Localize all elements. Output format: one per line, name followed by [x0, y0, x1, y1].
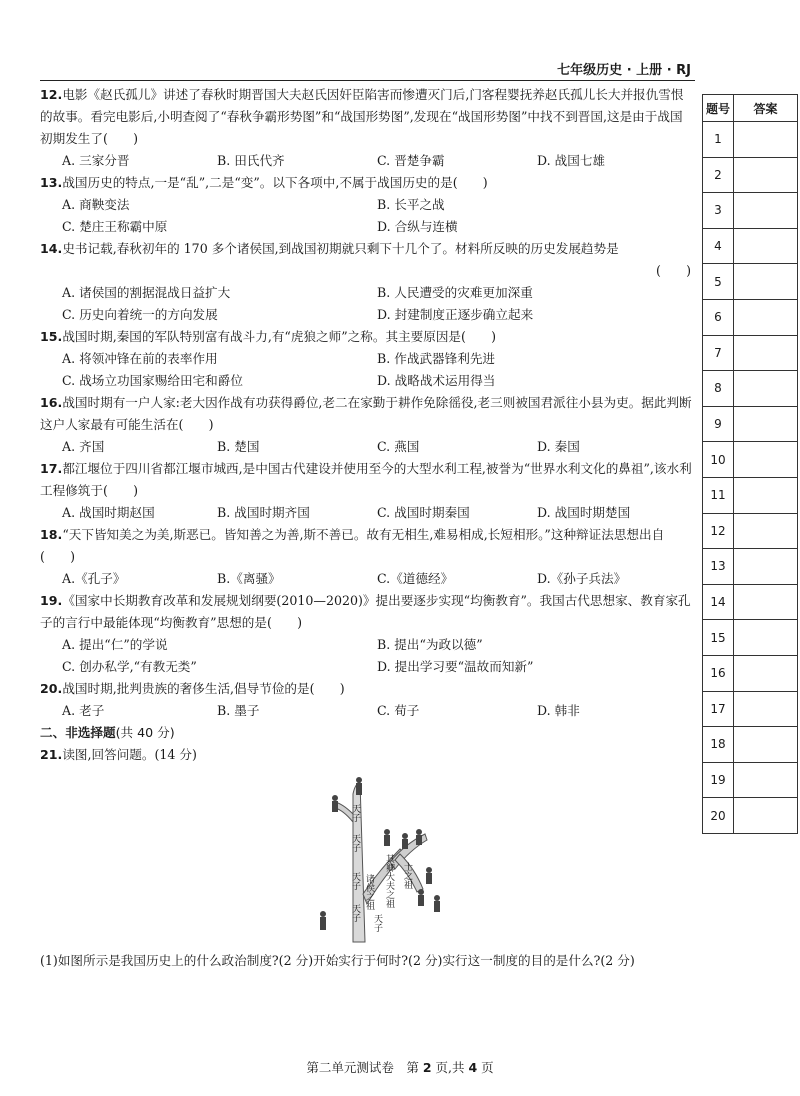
enfeoffment-tree-figure — [305, 774, 445, 944]
question-18 — [40, 524, 695, 590]
row-number: 17 — [703, 691, 734, 727]
question-stem: 战国历史的特点,一是“乱”,二是“变”。以下各项中,不属于战国历史的是( ) — [62, 175, 488, 190]
row-number: 19 — [703, 762, 734, 798]
question-number: 15. — [40, 329, 63, 344]
option-b: B. 提出“为政以德” — [377, 637, 483, 652]
footer-prefix: 第二单元测试卷 第 — [306, 1060, 423, 1075]
option-d: D. 提出学习要“温故而知新” — [377, 659, 534, 674]
option-c: C. 楚庄王称霸中原 — [62, 219, 168, 234]
question-stem: 战国时期,批判贵族的奢侈生活,倡导节俭的是( ) — [62, 681, 345, 696]
answer-cell[interactable] — [734, 477, 798, 513]
course-label: 七年级历史 · 上册 · RJ — [557, 63, 691, 78]
option-d: D. 合纵与连横 — [377, 219, 458, 234]
answer-cell[interactable] — [734, 513, 798, 549]
question-stem: “天下皆知美之为美,斯恶已。皆知善之为善,斯不善已。故有无相生,难易相成,长短相形。”这种辩证法思想出自( ) — [40, 527, 665, 564]
option-a: A. 诸侯国的割据混战日益扩大 — [62, 285, 231, 300]
table-row — [703, 727, 798, 763]
row-number: 12 — [703, 513, 734, 549]
row-number: 13 — [703, 549, 734, 585]
tree-illustration — [305, 774, 445, 944]
row-number: 2 — [703, 157, 734, 193]
table-row — [703, 549, 798, 585]
answer-cell[interactable] — [734, 584, 798, 620]
option-b: B. 楚国 — [217, 439, 260, 454]
question-stem: 《国家中长期教育改革和发展规划纲要(2010—2020)》提出要逐步实现“均衡教育”。我国古代思想家、教育家孔子的言行中最能体现“均衡教育”思想的是( ) — [40, 593, 691, 630]
row-number: 10 — [703, 442, 734, 478]
option-d: D. 封建制度正逐步确立起来 — [377, 307, 534, 322]
row-number: 6 — [703, 299, 734, 335]
answer-cell[interactable] — [734, 442, 798, 478]
option-b: B. 墨子 — [217, 703, 260, 718]
option-c: C. 战国时期秦国 — [377, 505, 470, 520]
option-d: D. 战国时期楚国 — [537, 505, 631, 520]
option-b: B. 战国时期齐国 — [217, 505, 310, 520]
page-header — [40, 58, 695, 81]
trunk-label: 天子 — [350, 872, 360, 890]
row-number: 8 — [703, 371, 734, 407]
table-row — [703, 477, 798, 513]
option-d: D. 秦国 — [537, 439, 580, 454]
section-points: (共 40 分) — [115, 725, 175, 740]
table-row — [703, 335, 798, 371]
answer-cell[interactable] — [734, 655, 798, 691]
option-c: C. 晋楚争霸 — [377, 153, 445, 168]
option-c: C. 战场立功国家赐给田宅和爵位 — [62, 373, 243, 388]
answer-cell[interactable] — [734, 691, 798, 727]
footer-middle: 页,共 — [431, 1060, 469, 1075]
table-row — [703, 299, 798, 335]
row-number: 5 — [703, 264, 734, 300]
option-c: C. 历史向着统一的方向发展 — [62, 307, 218, 322]
option-a: A. 商鞅变法 — [62, 197, 130, 212]
question-stem: 战国时期有一户人家:老大因作战有功获得爵位,老二在家勤于耕作免除徭役,老三则被国君派往小县为吏。据此判断这户人家最有可能生活在( ) — [40, 395, 692, 432]
table-row — [703, 442, 798, 478]
option-c: C. 荀子 — [377, 703, 420, 718]
option-c: C. 创办私学,“有教无类” — [62, 659, 197, 674]
question-area — [40, 84, 695, 972]
table-row — [703, 371, 798, 407]
question-number: 19. — [40, 593, 63, 608]
row-number: 15 — [703, 620, 734, 656]
question-number: 13. — [40, 175, 63, 190]
footer-suffix: 页 — [477, 1060, 494, 1075]
zhuhou-label: 诸侯之祖 — [364, 874, 374, 910]
option-c: C. 燕国 — [377, 439, 420, 454]
table-row — [703, 264, 798, 300]
option-a: A. 将领冲锋在前的表率作用 — [62, 351, 218, 366]
table-row — [703, 157, 798, 193]
question-13 — [40, 172, 695, 238]
option-a: A. 老子 — [62, 703, 105, 718]
row-number: 9 — [703, 406, 734, 442]
question-14 — [40, 238, 695, 326]
question-stem: 史书记载,春秋初年的 170 多个诸侯国,到战国初期就只剩下十几个了。材料所反映的历史发展趋势是 — [62, 241, 619, 256]
answer-cell[interactable] — [734, 193, 798, 229]
answer-table — [702, 94, 798, 834]
answer-cell[interactable] — [734, 620, 798, 656]
table-row — [703, 513, 798, 549]
option-a: A. 提出“仁”的学说 — [62, 637, 168, 652]
trunk-label: 天子 — [350, 834, 360, 852]
option-a: A.《孔子》 — [62, 571, 126, 586]
table-header-number: 题号 — [703, 95, 734, 122]
table-header-answer: 答案 — [734, 95, 798, 122]
option-d: D. 韩非 — [537, 703, 580, 718]
shi-label: 士之祖 — [402, 862, 412, 889]
page-footer — [0, 1058, 800, 1076]
option-a: A. 三家分晋 — [62, 153, 130, 168]
answer-cell[interactable] — [734, 299, 798, 335]
answer-cell[interactable] — [734, 335, 798, 371]
question-17 — [40, 458, 695, 524]
question-20 — [40, 678, 695, 722]
sub-question-1: (1)如图所示是我国历史上的什么政治制度?(2 分)开始实行于何时?(2 分)实行这一制度的目的是什么?(2 分) — [40, 953, 635, 968]
option-d: D.《孙子兵法》 — [537, 571, 627, 586]
table-row — [703, 122, 798, 158]
row-number: 20 — [703, 798, 734, 834]
question-12 — [40, 84, 695, 172]
answer-parentheses: ( ) — [655, 263, 691, 278]
option-a: A. 齐国 — [62, 439, 105, 454]
trunk-label: 天子 — [350, 904, 360, 922]
question-number: 12. — [40, 87, 63, 102]
question-stem: 都江堰位于四川省都江堰市城西,是中国古代建设并使用至今的大型水利工程,被誉为“世界水利文化的鼻祖”,该水利工程修筑于( ) — [40, 461, 692, 498]
table-row — [703, 584, 798, 620]
table-row — [703, 620, 798, 656]
footer-page: 2 — [422, 1060, 432, 1075]
row-number: 16 — [703, 655, 734, 691]
answer-cell[interactable] — [734, 264, 798, 300]
table-row — [703, 762, 798, 798]
table-row — [703, 228, 798, 264]
question-number: 18. — [40, 527, 63, 542]
table-row — [703, 655, 798, 691]
question-number: 21. — [40, 747, 63, 762]
option-b: B. 人民遭受的灾难更加深重 — [377, 285, 533, 300]
answer-cell[interactable] — [734, 762, 798, 798]
answer-cell[interactable] — [734, 406, 798, 442]
answer-cell[interactable] — [734, 549, 798, 585]
row-number: 3 — [703, 193, 734, 229]
answer-cell[interactable] — [734, 122, 798, 158]
row-number: 11 — [703, 477, 734, 513]
question-15 — [40, 326, 695, 392]
question-21 — [40, 744, 695, 972]
option-d: D. 战略战术运用得当 — [377, 373, 496, 388]
table-row — [703, 406, 798, 442]
question-stem: 读图,回答问题。(14 分) — [62, 747, 197, 762]
question-number: 17. — [40, 461, 63, 476]
row-number: 4 — [703, 228, 734, 264]
trunk-label: 天子 — [350, 804, 360, 822]
option-d: D. 战国七雄 — [537, 153, 606, 168]
table-row — [703, 691, 798, 727]
question-stem: 战国时期,秦国的军队特别富有战斗力,有“虎狼之师”之称。其主要原因是( ) — [62, 329, 497, 344]
question-16 — [40, 392, 695, 458]
question-number: 20. — [40, 681, 63, 696]
question-number: 16. — [40, 395, 63, 410]
section-title: 二、非选择题 — [40, 725, 116, 740]
question-number: 14. — [40, 241, 63, 256]
qingdafu-label: 其卿大夫之祖 — [384, 854, 394, 908]
option-a: A. 战国时期赵国 — [62, 505, 155, 520]
option-b: B. 田氏代齐 — [217, 153, 285, 168]
option-b: B. 长平之战 — [377, 197, 445, 212]
row-number: 14 — [703, 584, 734, 620]
row-number: 7 — [703, 335, 734, 371]
row-number: 1 — [703, 122, 734, 158]
table-row — [703, 798, 798, 834]
answer-cell[interactable] — [734, 371, 798, 407]
question-stem: 电影《赵氏孤儿》讲述了春秋时期晋国大夫赵氏因奸臣陷害而惨遭灭门后,门客程婴抚养赵氏孤儿长大并报仇雪恨的故事。看完电影后,小明查阅了“春秋争霸形势图”和“战国形势图”,发现在“战国形势图”中找不到晋国,这是由于战国初期发生了( ) — [40, 87, 684, 146]
row-number: 18 — [703, 727, 734, 763]
answer-cell[interactable] — [734, 727, 798, 763]
option-c: C.《道德经》 — [377, 571, 454, 586]
trunk-label: 天子 — [372, 914, 382, 932]
answer-cell[interactable] — [734, 157, 798, 193]
section-heading — [40, 722, 695, 744]
option-b: B.《离骚》 — [217, 571, 281, 586]
answer-cell[interactable] — [734, 228, 798, 264]
option-b: B. 作战武器锋利先进 — [377, 351, 496, 366]
footer-total: 4 — [468, 1060, 478, 1075]
table-row — [703, 193, 798, 229]
question-19 — [40, 590, 695, 678]
answer-cell[interactable] — [734, 798, 798, 834]
